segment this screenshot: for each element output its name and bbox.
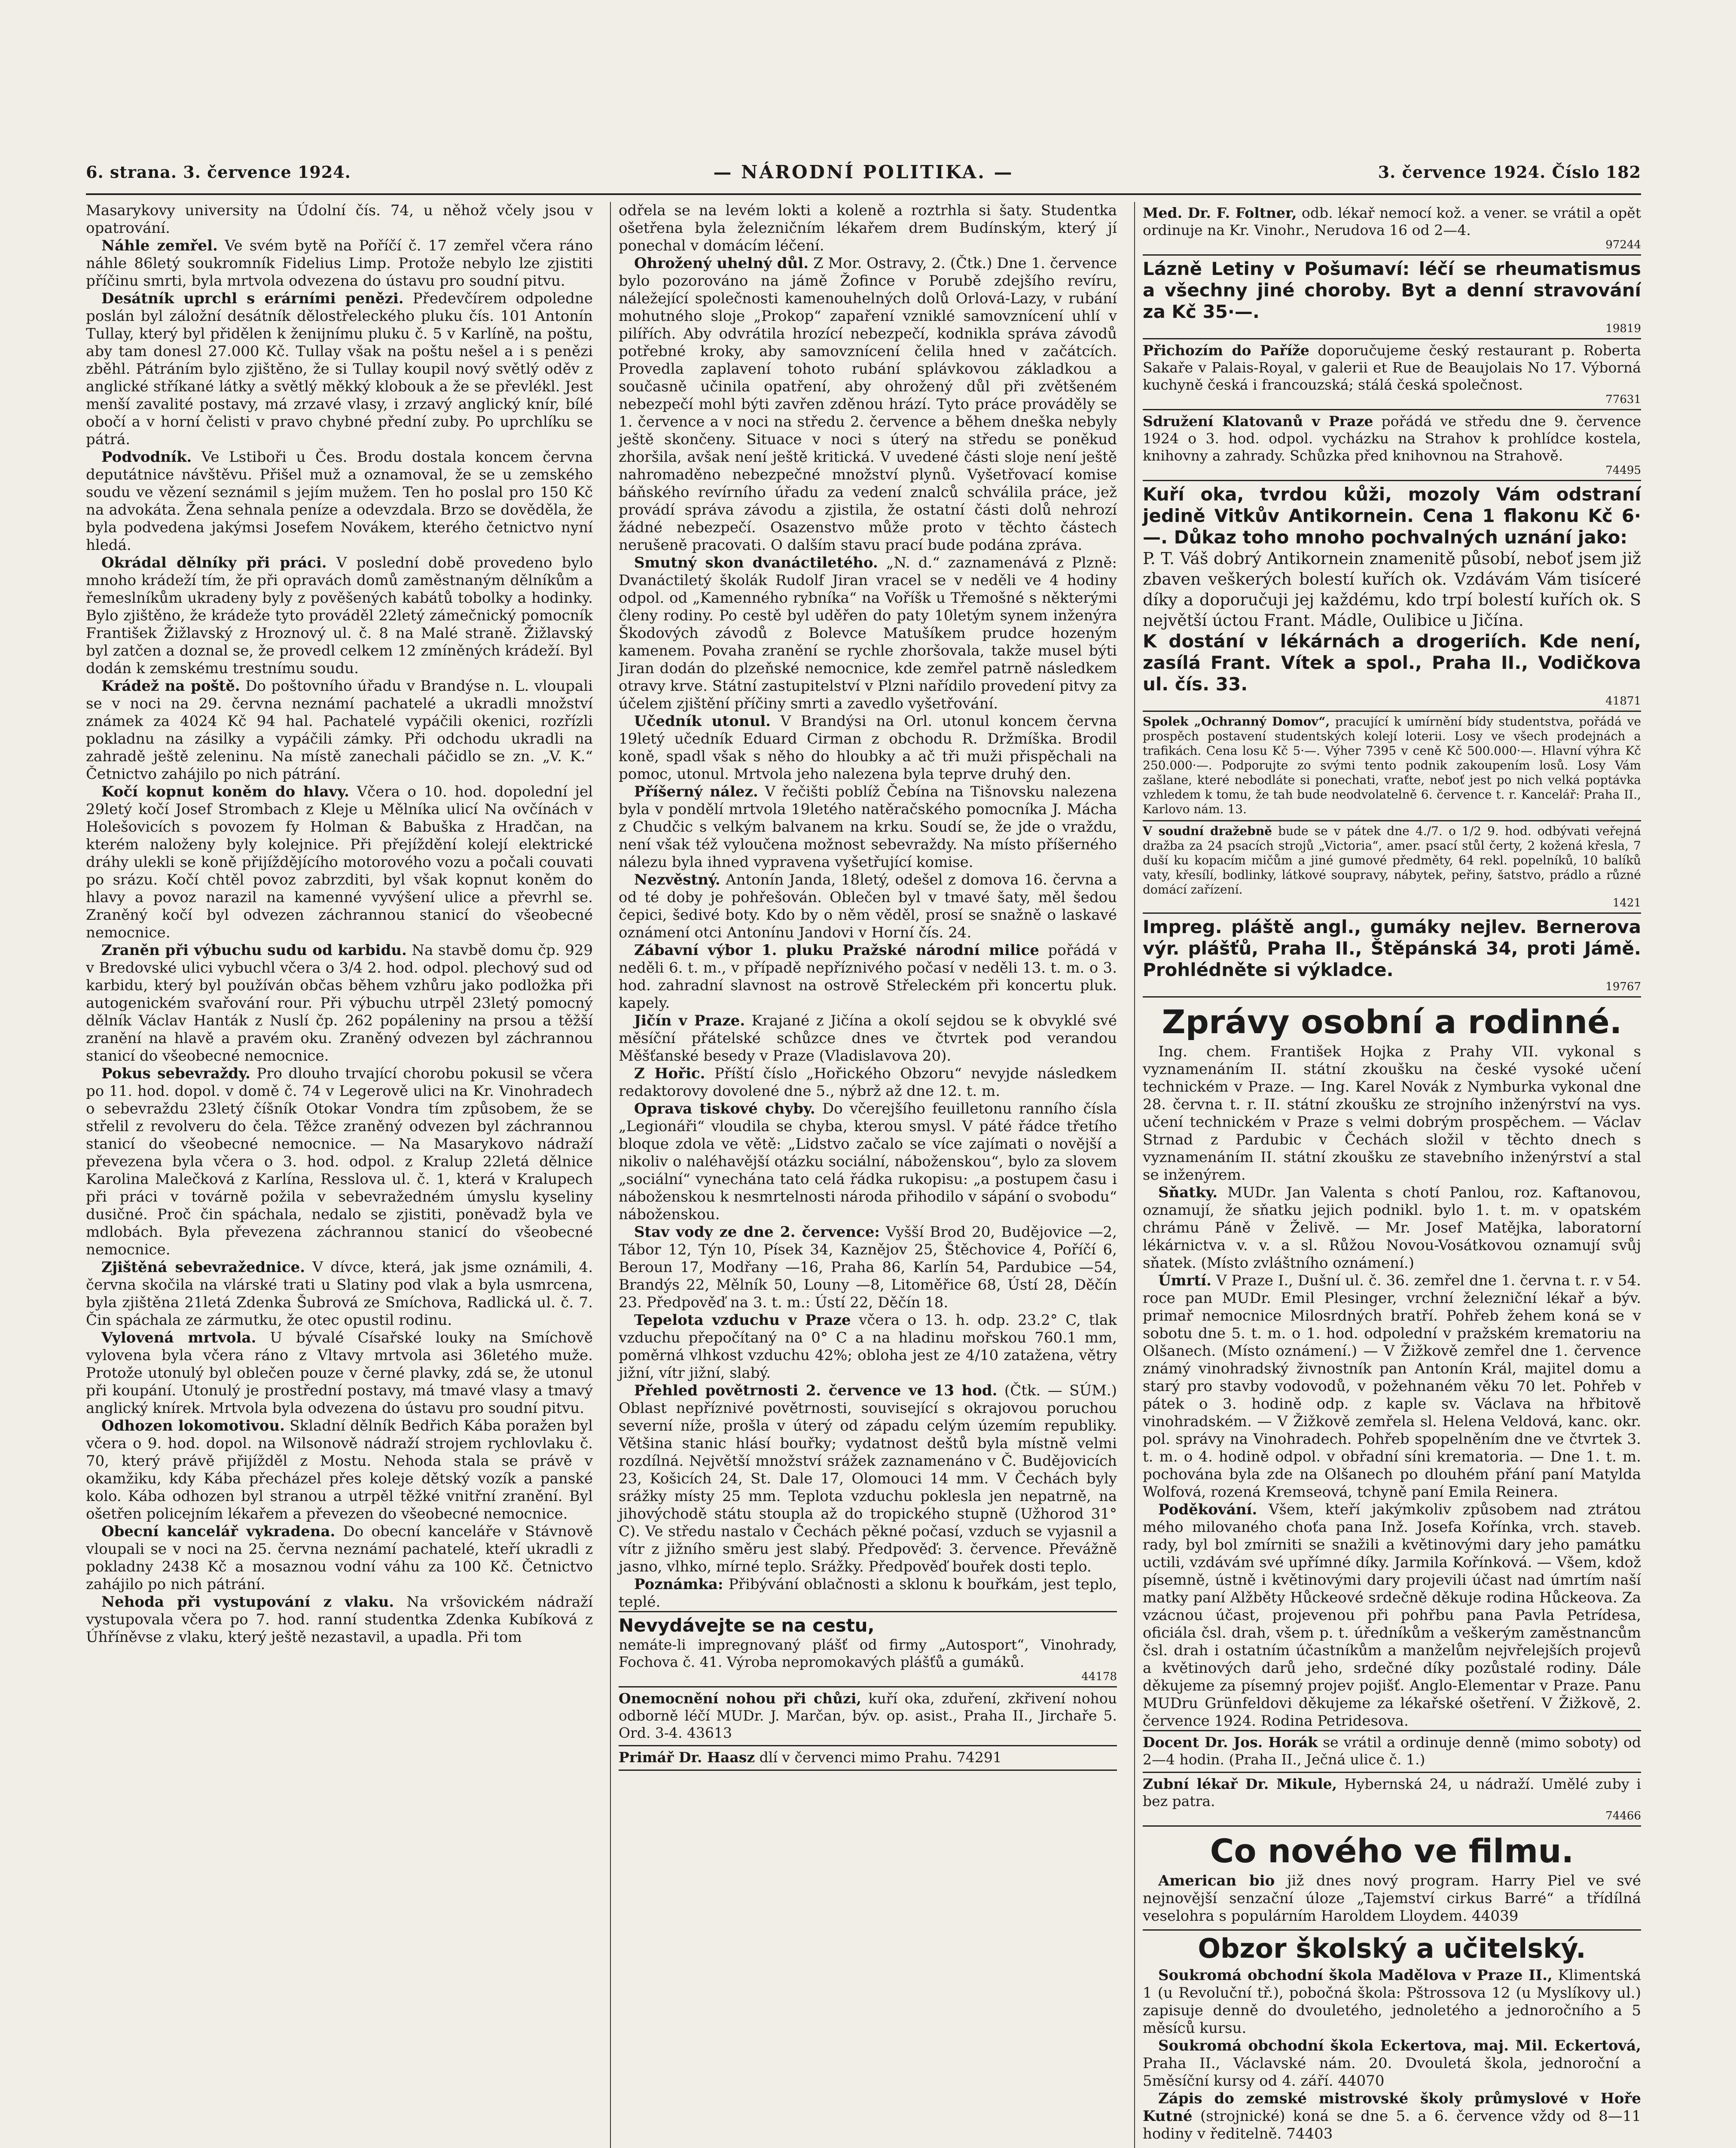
news-text: Přibývání oblačnosti a sklonu k bouřkám, jest teplo, teplé. [619, 1576, 1117, 1611]
news-text: U bývalé Císařské louky na Smíchově vylovena byla včera ráno z Vltavy mrtvola asi 36letého muže. Protože utonulý byl oblečen pouze v černé plavky, zdá se, že utonul při koupání. Utonulý je prostřední postavy, má tmavé vlasy a tmavý anglický knírek. Mrtvola byla odvezena do ústavu pro soudní pitvu. [86, 1329, 593, 1417]
advert-number: 44178 [1081, 1670, 1117, 1683]
personal-item [1143, 1184, 1641, 1272]
school-headline: Zápis do zemské mistrovské školy průmyslové v Hoře Kutné [1143, 2090, 1641, 2125]
news-headline: Zraněn při výbuchu sudu od karbidu. [101, 942, 407, 959]
column-2 [610, 202, 1117, 2148]
news-text: Antonín Janda, 18letý, odešel z domova 16. června a od té doby je pohřešován. Oblečen byl v tmavé šaty, měl šedou čepici, šedivé boty. Kdo by o něm věděl, prosí se snažně o laskavé oznámení otci Antonínu Jandovi v Horní čís. 24. [619, 871, 1117, 941]
news-headline: Oprava tiskové chyby. [634, 1100, 815, 1117]
advert-text: P. T. Váš dobrý Antikornein znamenitě působí, neboť jsem již zbaven veškerých bolestí kuřích ok. Vzdávám Vám tisíceré díky a doporučuji jej každému, kdo trpí bolestí kuřích ok. S největší úctou Frant. Mádle, Oulibice u Jičína. [1143, 549, 1641, 630]
school-number: 74403 [1286, 2125, 1333, 2142]
news-text: Do obecní kanceláře v Stávnově vloupali se v noci na 25. června neznámí pachatelé, kteří ukradli z pokladny 2438 Kč a mosaznou vodní váhu za 100 Kč. Četnictvo zahájilo po nich pátrání. [86, 1523, 593, 1593]
header-rule [86, 193, 1641, 195]
school-item [1143, 2090, 1641, 2143]
news-text: Na stavbě domu čp. 929 v Bredovské ulici vybuchl včera o 3/4 2. hod. odpol. plechový sud od karbidu, který byl používán občas během vzhůru jako podložka při autogenickém svařování rour. Při výbuchu utrpěl 23letý pomocný dělník Václav Hanták z Nuslí čp. 262 popáleniny na prsou a těžší zranění na hlavě a pravém oku. Zraněný odvezen byl záchrannou stanicí do všeobecné nemocnice. [86, 942, 593, 1065]
advert-text: odb. lékař nemocí kož. a vener. se vrátil a opět ordinuje na Kr. Vinohr., Nerudova 16 od 2—4. [1143, 204, 1641, 238]
news-text: Pro dlouho trvající chorobu pokusil se včera po 11. hod. dopol. v domě č. 74 v Legerově ulici na Kr. Vinohradech o sebevraždu 23letý číšník Otokar Vondra tím způsobem, že se střelil z revolveru do čela. Těžce zraněný odvezen byl záchrannou stanicí do všeobecné nemocnice. — Na Masarykovo nádraží převezena byla včera o 3. hod. odpol. z Kralup 22letá dělnice Karolina Malečková z Karlína, Resslova ul. č. 1, která v Kralupech při práci v továrně požila v sebevražedném úmyslu kyseliny dusičné. Proč čin spáchala, nedalo se zjistiti, poněvadž byla ve mdlobách. Byla převezena záchrannou stanicí do všeobecné nemocnice. [86, 1065, 593, 1258]
advert-text: Hybernská 24, u nádraží. Umělé zuby i bez patra. [1143, 1776, 1641, 1809]
film-text: již dnes nový program. Harry Piel ve své nejnovější senzační úloze „Tajemství cirkus Barré“ a třídílná veselohra s populárním Haroldem Lloydem. [1143, 1872, 1641, 1925]
personal-headline: Sňatky. [1158, 1184, 1218, 1201]
advert-title: Sdružení Klatovanů v Praze [1143, 413, 1373, 430]
advert-foltner [1143, 202, 1641, 256]
personal-text: Ing. chem. František Hojka z Prahy VII. vykonal s vyznamenáním II. státní zkoušku na české vysoké učení technickém v Praze. — Ing. Karel Novák z Nymburka vykonal dne 28. června t. r. II. státní zkoušku ze strojního inženýrství na vys. učení technickém v Praze s velmi dobrým prospěchem. — Václav Strnad z Pardubic v Čechách složil v těchto dnech s vyznamenáním II. státní zkoušku ze stavebního inženýrství a stal se inženýrem. [1143, 1043, 1641, 1184]
school-headline: Soukromá obchodní škola Madělova v Praze II., [1158, 1967, 1553, 1984]
advert-number: 1421 [1612, 897, 1641, 909]
news-text: Příští číslo „Hořického Obzoru“ nevyjde následkem redaktorovy dovolené dne 5., nýbrž až dne 12. t. m. [619, 1065, 1117, 1100]
news-headline: Tepelota vzduchu v Praze [634, 1312, 851, 1329]
school-text: (strojnické) koná se dne 5. a 6. července vždy od 8—11 hodiny v ředitelně. [1143, 2108, 1641, 2142]
news-item [86, 1523, 593, 1593]
advert-text: pracující k umírnění bídy studentstva, pořádá ve prospěch postavení studentských kolejí loterii. Losy ve všech prodejnách a trafikách. Cena losu Kč 5·—. Výher 7395 v ceně Kč 500.000·—. Hlavní výhra Kč 250.000·—. Podporujte zo svými tento podnik zakoupením losů. Losy Vám zašlane, které nebodláte si ponechati, vraťte, neboť jest po nich velká poptávka vzhledem k tomu, že tah bude neodvolatelně 6. července t. r. Kancelář: Praha II., Karlovo nám. 13. [1143, 714, 1641, 816]
advert-title: Lázně Letiny v Pošumaví: léčí se rheumatismus a všechny jiné choroby. Byt a denní stravování za Kč 35·—. [1143, 258, 1641, 322]
advert-klatovani [1143, 410, 1641, 481]
header-date-issue: 3. července 1924. Číslo 182 [1378, 162, 1641, 182]
news-text: „N. d.“ zaznamenává z Plzně: Dvanáctiletý školák Rudolf Jiran vracel se v neděli ve 4 hodiny odpol. od „Kamenného rybníka“ na Voříšk u Třemošné s některými členy rodiny. Po cestě byl uděřen do paty 10letým synem inženýra Škodových závodů z Bolevce Matušíkem prudce hozeným kamenem. Povaha zranění se rychle zhoršovala, takže musel býti Jiran dodán do plzeňské nemocnice, kde zemřel patrně následkem otravy krve. Státní zastupitelství v Plzni nařídilo provedení pitvy za účelem zjištění příčiny smrti a zavedlo vyšetřování. [619, 554, 1117, 712]
news-text: V řečišti poblíž Čebína na Tišnovsku nalezena byla v pondělí mrtvola 19letého natěračského pomocníka J. Mácha z Chudčic s velkým balvanem na krku. Soudí se, že jde o vraždu, není však též vyloučena možnost sebevraždy. Na místo příšerného nálezu byla ihned vypravena vyšetřující komise. [619, 783, 1117, 871]
header-masthead: — NÁRODNÍ POLITIKA. — [713, 162, 1014, 183]
advert-letiny-spa [1143, 256, 1641, 339]
news-item [86, 237, 593, 290]
advert-number: 74495 [1605, 464, 1641, 477]
news-headline: Zjištěná sebevražednice. [101, 1259, 305, 1276]
advert-text: bude se v pátek dne 4./7. o 1/2 9. hod. odbývati veřejná dražba za 24 psacích strojů „Victoria“, amer. psací stůl čerty, 2 kožená křesla, 7 duší ku kopacím mičům a jiné gumové předměty, 64 rekl. popelníků, 10 balíků vaty, křesílí, bodlinky, látkové soupravy, nábytek, peřiny, šatstvo, prádlo a různé domácí zařízení. [1143, 824, 1641, 897]
news-headline: Krádež na poště. [101, 677, 240, 695]
advert-number: 19767 [1605, 980, 1641, 993]
advert-title: Primář Dr. Haasz [619, 1749, 755, 1766]
news-item [619, 713, 1117, 783]
advert-text: doporučujeme český restaurant p. Roberta Sakaře v Palais-Royal, v galerii et Rue de Beaujolais No 17. Výborná kuchyně česká i francouzská; stálá česká společnost. [1143, 342, 1641, 393]
news-headline: Vylovená mrtvola. [101, 1329, 256, 1346]
advert-text: nemáte-li impregnovaný plášť od firmy „Autosport“, Vinohrady, Fochova č. 41. Výroba nepromokavých plášťů a gumáků. [619, 1636, 1117, 1670]
school-headline: Soukromá obchodní škola Eckertova, maj. Mil. Eckertová, [1158, 2037, 1641, 2054]
advert-ochranny-domov [1143, 712, 1641, 821]
news-headline: Podvodník. [101, 449, 192, 466]
school-item [1143, 2037, 1641, 2090]
personal-text: MUDr. Jan Valenta s chotí Panlou, roz. Kaftanovou, oznamují, že sňatku jejich podnikl. bylo 1. t. m. v opatském chrámu Páně v Želivě. — Mr. Josef Matějka, laboratorní lékárnictva v. v. a sl. Růžou Novou-Vosátkovou oznamují svůj sňatek. (Místo zvláštního oznámení.) [1143, 1184, 1641, 1272]
news-item [619, 783, 1117, 871]
advert-antikornein [1143, 481, 1641, 712]
news-headline: Nehoda při vystupování z vlaku. [101, 1593, 394, 1611]
section-heading-film: Co nového ve filmu. [1210, 1832, 1574, 1870]
news-headline: Smutný skon dvanáctiletého. [634, 554, 878, 571]
personal-text: Všem, kteří jakýmkoliv způsobem nad ztrátou mého milovaného choťa pana Inž. Josefa Kořínka, vrch. staveb. rady, byl bol zmírniti se snažili a květinovými dary jeho památku uctili, vzdávám své upřímné díky. Jarmila Kořínková. — Všem, kdož písemně, ústně i květinovými dary projevili účast nad úmrtím naší matky paní Alžběty Hůckeové srdečně děkuje rodina Hůckeova. Za vzácnou účast, projevenou při pohřbu pana Pavla Petrídesa, oficiála čsl. drah, všem p. t. úředníkům a veškerým zaměstnancům čsl. drah i ostatním účastníkům a manželům nejvřelejších projevů a květinových darů jeho, srdečné díky pozůstalé rodiny. Dále děkujeme za písemný projev pojišť. Anglo-Elementar v Praze. Panu MUDru Grünfeldovi děkujeme za lékařské ošetření. V Žižkově, 2. července 1924. Rodina Petridesova. [1143, 1501, 1641, 1730]
news-item [619, 554, 1117, 713]
advert-title: Med. Dr. F. Foltner, [1143, 204, 1297, 221]
advert-number: 77631 [1605, 393, 1641, 406]
advert-number: 74466 [1605, 1809, 1641, 1822]
news-item [619, 942, 1117, 1012]
advert-number: 19819 [1605, 322, 1641, 335]
news-headline: Učedník utonul. [634, 713, 771, 730]
personal-headline: Poděkování. [1158, 1501, 1257, 1518]
news-item [619, 1312, 1117, 1382]
school-number: 44070 [1338, 2072, 1385, 2090]
news-text: Ve svém bytě na Poříčí č. 17 zemřel včera ráno náhle 86letý soukromník Fidelius Limp. Protože nebylo lze zjistiti příčinu smrti, byla mrtvola odvezena do ústavu pro soudní pitvu. [86, 237, 593, 290]
news-headline: Jičín v Praze. [634, 1012, 745, 1029]
news-headline: Stav vody ze dne 2. července: [634, 1224, 880, 1241]
news-item [86, 942, 593, 1065]
advert-paris-restaurant [1143, 339, 1641, 410]
advert-title: V soudní dražebně [1143, 824, 1272, 838]
advert-horak [1143, 1730, 1641, 1773]
news-item [619, 1576, 1117, 1611]
news-headline: Poznámka: [634, 1576, 723, 1593]
advert-text: se vrátil a ordinuje denně (mimo soboty) od 2—4 hodin. (Praha II., Ječná ulice č. 1.) [1143, 1734, 1641, 1768]
advert-title: Onemocnění nohou při chůzi, [619, 1690, 861, 1707]
advert-title: Přichozím do Paříže [1143, 342, 1309, 359]
film-number: 44039 [1472, 1907, 1519, 1925]
news-headline: Ohrožený uhelný důl. [634, 255, 809, 272]
advert-primar [619, 1746, 1117, 1771]
news-text: V dívce, která, jak jsme oznámili, 4. června skočila na vlárské trati u Slatiny pod vlak a byla usmrcena, byla zjištěna 21letá Zdenka Šubrová ze Smíchova, Radlická ul. č. 7. Čin spáchala ze zármutku, že otec opustil rodinu. [86, 1259, 593, 1329]
news-headline: Náhle zemřel. [101, 237, 218, 254]
film-headline: American bio [1158, 1872, 1275, 1889]
advert-tail: K dostání v lékárnách a drogeriích. Kde není, zasílá Frant. Vítek a spol., Praha II., Vodičkova ul. čís. 33. [1143, 631, 1641, 695]
news-text: včera o 13. h. odp. 23.2° C, tlak vzduchu přepočítaný na 0° C a na hladinu mořskou 760.1 mm, poměrná vlhkost vzduchu 42%; obloha jest ze 4/10 zatažena, větry jižní, vítr jižní, slabý. [619, 1312, 1117, 1382]
news-item [86, 554, 593, 677]
school-text: Praha II., Václavské nám. 20. Dvouletá škola, jednoroční a 5měsíční kursy od 4. září. [1143, 2055, 1641, 2090]
advert-foot-care [619, 1687, 1117, 1746]
advert-mikule [1143, 1773, 1641, 1827]
school-text: Klimentská 1 (u Revoluční tř.), pobočná škola: Pštrossova 12 (u Myslíkovy ul.) zapisuje denně do dvouletého, jednoletého a jednoročního a 5 měsíců kursu. [1143, 1967, 1641, 2037]
advert-number: 41871 [1605, 695, 1641, 708]
news-headline: Zábavní výbor 1. pluku Pražské národní milice [634, 942, 1040, 959]
article-continuation: odřela se na levém lokti a koleně a roztrhla si šaty. Studentka ošetřena byla železničním lékařem drem Budínským, který jí ponechal v domácím léčení. [619, 202, 1117, 254]
news-item [619, 1382, 1117, 1576]
news-text: Z Mor. Ostravy, 2. (Čtk.) Dne 1. července bylo pozorováno na jámě Žofince v Porubě zdejšího revíru, náležející společnosti kamenouhelných dolů Orlová-Lazy, v rubání mohutného sloje „Prokop“ zapaření vzniklé samovznícení uhlí v pilířích. Aby odvrátila hrozící nebezpečí, kodnikla správa závodů potřebné kroky, aby samovznícení čelila hned v začátcích. Provedla zaplavení tohoto rubání splávkovou základkou a současně učinila opatření, aby ohrožený důl při zvětšeném nebezpečí mohl býti zavřen zděnou hrází. Tyto práce prováděly se 1. července a v noci na středu 2. července a během dneška nebyly ještě skončeny. Situace v noci s úterý na středu se poněkud zhoršila, avšak není ještě kritická. V uvedené části sloje není ještě nahromaděno nebezpečné množství plynů. Vyšetřovací komise báňského revírního úřadu za vedení znalců schválila práce, jež provádí správa závodu a zjistila, že ostatní části dolů nehrozí žádné nebezpečí. Osazenstvo může proto v těchto částech nerušeně pracovati. O dalším stavu prací bude podána zpráva. [619, 255, 1117, 554]
advert-number: 97244 [1605, 238, 1641, 251]
personal-item [1143, 1501, 1641, 1730]
advert-autosport [619, 1611, 1117, 1687]
news-item [86, 1065, 593, 1259]
news-item [86, 1329, 593, 1417]
news-text: Ve Lstiboři u Čes. Brodu dostala koncem června deputátnice návštěvu. Přišel muž a oznamoval, že se u zemského soudu ve vězení seznámil s jejím mužem. Ten ho poslal pro 150 Kč na advokáta. Žena sehnala peníze a odevzdala. Brzo se dověděla, že byla podvedena jakýmsi Josefem Novákem, kterého četnictvo nyní hledá. [86, 449, 593, 554]
news-text: V Brandýsi na Orl. utonul koncem června 19letý učedník Eduard Cirman z obchodu R. Držmíška. Brodil koně, spadl však s něho do hloubky a ač tři muži přispěchali na pomoc, utonul. Mrtvola jeho nalezena byla teprve druhý den. [619, 713, 1117, 783]
news-headline: Příšerný nález. [634, 783, 758, 800]
news-headline: Přehled povětrnosti 2. července ve 13 hod. [634, 1382, 998, 1399]
advert-title: Spolek „Ochranný Domov“, [1143, 714, 1330, 729]
section-heading-schools: Obzor školský a učitelský. [1143, 1929, 1641, 1964]
news-item [86, 449, 593, 554]
school-item [1143, 1967, 1641, 2037]
personal-item [1143, 1272, 1641, 1501]
news-item [86, 1417, 593, 1523]
news-text: Skladní dělník Bedřich Kába poražen byl včera o 9. hod. dopol. na Wilsonově nádraží strojem rychlovlaku č. 70, který právě přijížděl z Mostu. Nehoda stala se právě v okamžiku, kdy Kába přecházel přes koleje dětský vozík a panské kolo. Kába odhozen byl stranou a utrpěl těžké vnitřní zranění. Byl ošetřen policejním lékařem a převezen do všeobecné nemocnice. [86, 1417, 593, 1523]
column-1 [86, 202, 593, 2148]
advert-text: pořádá ve středu dne 9. července 1924 o 3. hod. odpol. vycházku na Strahov k prohlídce kostela, knihovny a zahrady. Schůzka před knihovnou na Strahově. [1143, 413, 1641, 464]
news-text: Do včerejšího feuilletonu ranního čísla „Legionáři“ vloudila se chyba, kterou smysl. V páté řádce třetího bloque zdola ve větě: „Lidstvo začalo se více zajímati o novější a nikoliv o naléhavější otázku sociální, náboženskou“, bylo za slovem „sociální“ vynechána tato celá řádka rukopisu: „a postupem času i náboženskou k nesmrtelnosti národa přihodilo v sápání o svobodu“ náboženskou. [619, 1100, 1117, 1223]
news-headline: Kočí kopnut koněm do hlavy. [101, 783, 349, 800]
advert-text: dlí v červenci mimo Prahu. 74291 [759, 1749, 1002, 1766]
section-heading-personal: Zprávy osobní a rodinné. [1162, 1003, 1622, 1041]
news-text: Krajané z Jičína a okolí sejdou se k obvyklé své měsíční přátelské schůzce dnes ve čtvrtek pod verandou Měšťanské besedy v Praze (Vladislavova 20). [619, 1012, 1117, 1065]
header-page-date: 6. strana. 3. července 1924. [86, 162, 351, 182]
news-item [619, 1065, 1117, 1100]
film-item [1143, 1872, 1641, 1925]
news-item [86, 1259, 593, 1329]
news-text: Vyšší Brod 20, Budějovice —2, Tábor 12, Týn 10, Písek 34, Kaznějov 25, Štěchovice 4, Poříčí 6, Beroun 17, Modřany —16, Praha 86, Karlín 54, Pardubice —54, Brandýs 22, Mělník 50, Louny —8, Litoměřice 68, Ústí 28, Děčín 23. Předpověď na 3. t. m.: Ústí 22, Děčín 18. [619, 1224, 1117, 1311]
personal-headline: Úmrtí. [1158, 1272, 1211, 1289]
news-text: (Čtk. — SÚM.) Oblast nepříznivé povětrnosti, související s okrajovou poruchou severní níže, prošla v úterý od západu celým územím republiky. Většina stanic hlásí bouřky; vydatnost deštů byla místně velmi rozdílná. Největší množství srážek zaznamenáno v Č. Budějovicích 23, Košicích 24, St. Dale 17, Olomouci 14 mm. V Čechách byly srážky místy 25 mm. Teplota vzduchu poklesla jen nepatrně, na jihovýchodě státu stoupla až do tropického stupně (Užhorod 31° C). Ve středu nastalo v Čechách pěkné počasí, vzduch se vyjasnil a vítr z jižního směru jest slabý. Předpověď: 3. července. Převážně jasno, vlhko, mírné teplo. Srážky. Předpověď bouřek dosti teplo. [619, 1382, 1117, 1575]
advert-text: kuří oka, zduření, zkřivení nohou odborně léčí MUDr. J. Marčan, býv. op. asist., Praha II., Jirchaře 5. Ord. 3-4. 43613 [619, 1690, 1117, 1741]
news-text: V poslední době provedeno bylo mnoho krádeží tím, že při opravách domů zaměstnaným dělníkům a řemeslníkům ukradeny byly z pověšených kabátů tobolky a hodinky. Bylo zjištěno, že krádeže tyto prováděl 22letý zámečnický pomocník František Žižlavský z Hroznový ul. č. 8 na Malé straně. Žižlavský byl zatčen a doznal se, že provedl celkem 12 zmíněných krádeží. Byl dodán k zemskému trestnímu soudu. [86, 554, 593, 677]
advert-title: Nevydávejte se na cestu, [619, 1615, 875, 1636]
advert-title: Docent Dr. Jos. Horák [1143, 1734, 1318, 1751]
personal-item [1143, 1043, 1641, 1184]
news-text: Včera o 10. hod. dopolední jel 29letý kočí Josef Strombach z Kleje u Mělníka ulicí Na ovčínách v Holešovicích s povozem fy Holman & Babuška z Hradčan, na kterém naloženy byly kolejnice. Při přejíždění kolejí elektrické dráhy ulekli se koně přijíždějícího motorového vozu a počali couvati po srázu. Kočí chtěl povoz zabrzditi, byl však kopnut koněm do hlavy a povoz narazil na kamenné vyvýšení ulice a převrhl se. Zraněný kočí byl odvezen záchrannou stanicí do všeobecné nemocnice. [86, 783, 593, 941]
news-headline: Odhozen lokomotivou. [101, 1417, 285, 1434]
news-item [619, 871, 1117, 942]
news-text: Předevčírem odpoledne poslán byl záložní desátník dělostřeleckého pluku čís. 101 Antonín Tullay, který byl přidělen k ženijnímu pluku č. 5 v Karlíně, na poštu, aby tam donesl 27.000 Kč. Tullay však na poštu nešel a i s penězi zběhl. Pátráním bylo zjištěno, že si Tullay koupil nový světlý oděv z anglické stříkané látky a světlý měkký klobouk a že se převlékl. Jest menší zavalité postavy, má zrzavé vlasy, i zrzavý anglický knír, bílé obočí a v horní čelisti v pravo chybné přední zuby. Po uprchlíku se pátrá. [86, 290, 593, 448]
news-item [86, 783, 593, 942]
news-item [86, 290, 593, 449]
article-continuation: Masarykovy university na Údolní čís. 74, u něhož včely jsou v opatrování. [86, 202, 593, 237]
news-item [619, 1100, 1117, 1224]
news-text: pořádá v neděli 6. t. m., v případě nepříznivého počasí v neděli 13. t. m. o 3. hod. zahradní slavnost na ostrově Střeleckém při koncertu pluk. kapely. [619, 942, 1117, 1012]
advert-bernerova [1143, 914, 1641, 998]
news-item [619, 1012, 1117, 1065]
news-item [619, 255, 1117, 554]
advert-title: Kuří oka, tvrdou kůži, mozoly Vám odstraní jedině Vitkův Antikornein. Cena 1 flakonu Kč 6·—. Důkaz toho mnoho pochvalných uznání jako: [1143, 484, 1641, 548]
page-header [86, 163, 1641, 193]
column-3 [1134, 202, 1641, 2148]
news-item [86, 677, 593, 783]
news-headline: Z Hořic. [634, 1065, 705, 1082]
news-item [619, 1224, 1117, 1312]
news-headline: Nezvěstný. [634, 871, 720, 888]
news-text: Do poštovního úřadu v Brandýse n. L. vloupali se v noci na 29. června neznámí pachatelé a ukradli množství známek za 4024 Kč 94 hal. Pachatelé vypáčili okenici, rozřízli pokladnu na zásilky a vypáčili zámky. Při odchodu ukradli na zahradě ještě zeleninu. Na místě zanechali páčidlo se zn. „V. K.“ Četnictvo zahájilo po nich pátrání. [86, 677, 593, 783]
advert-court-auction [1143, 821, 1641, 914]
news-text: Na vršovickém nádraží vystupovala včera po 7. hod. ranní studentka Zdenka Kubíková z Úhříněvse z vlaku, který ještě nezastavil, a upadla. Při tom [86, 1593, 593, 1646]
news-headline: Obecní kancelář vykradena. [101, 1523, 336, 1540]
news-headline: Desátník uprchl s erárními penězi. [101, 290, 404, 307]
news-headline: Pokus sebevraždy. [101, 1065, 250, 1082]
personal-text: V Praze I., Dušní ul. č. 36. zemřel dne 1. června t. r. v 54. roce pan MUDr. Emil Plesinger, vrchní železniční lékař a býv. primař nemocnice Milosrdných bratří. Pohřeb žehem koná se v sobotu dne 5. t. m. o 1. hod. odpolední v pražském krematoriu na Olšanech. (Místo oznámení.) — V Žižkově zemřel dne 1. července známý vinohradský živnostník pan Antonín Král, majitel domu a starý pro stavby vodovodů, v požehnaném věku 70 let. Pohřeb v pátek o 3. hodině odp. z kaple sv. Václava na hřbitově vinohradském. — V Žižkově zemřela sl. Helena Veldová, kanc. okr. pol. správy na Vinohradech. Pohřeb spopelněním dne ve čtvrtek 3. t. m. o 4. hodině odpol. v obřadní síni krematoria. — Dne 1. t. m. pochována byla zde na Olšanech po dlouhém přání paní Matylda Wolfová, rozená Kremseová, tchyně paní Emila Reinera. [1143, 1272, 1641, 1501]
advert-title: Impreg. pláště angl., gumáky nejlev. Bernerova výr. plášťů, Praha II., Štěpánská 34, proti Jámě. Prohlédněte si výkladce. [1143, 916, 1641, 980]
news-headline: Okrádal dělníky při práci. [101, 554, 327, 571]
news-item [86, 1593, 593, 1646]
advert-title: Zubní lékař Dr. Mikule, [1143, 1776, 1337, 1792]
